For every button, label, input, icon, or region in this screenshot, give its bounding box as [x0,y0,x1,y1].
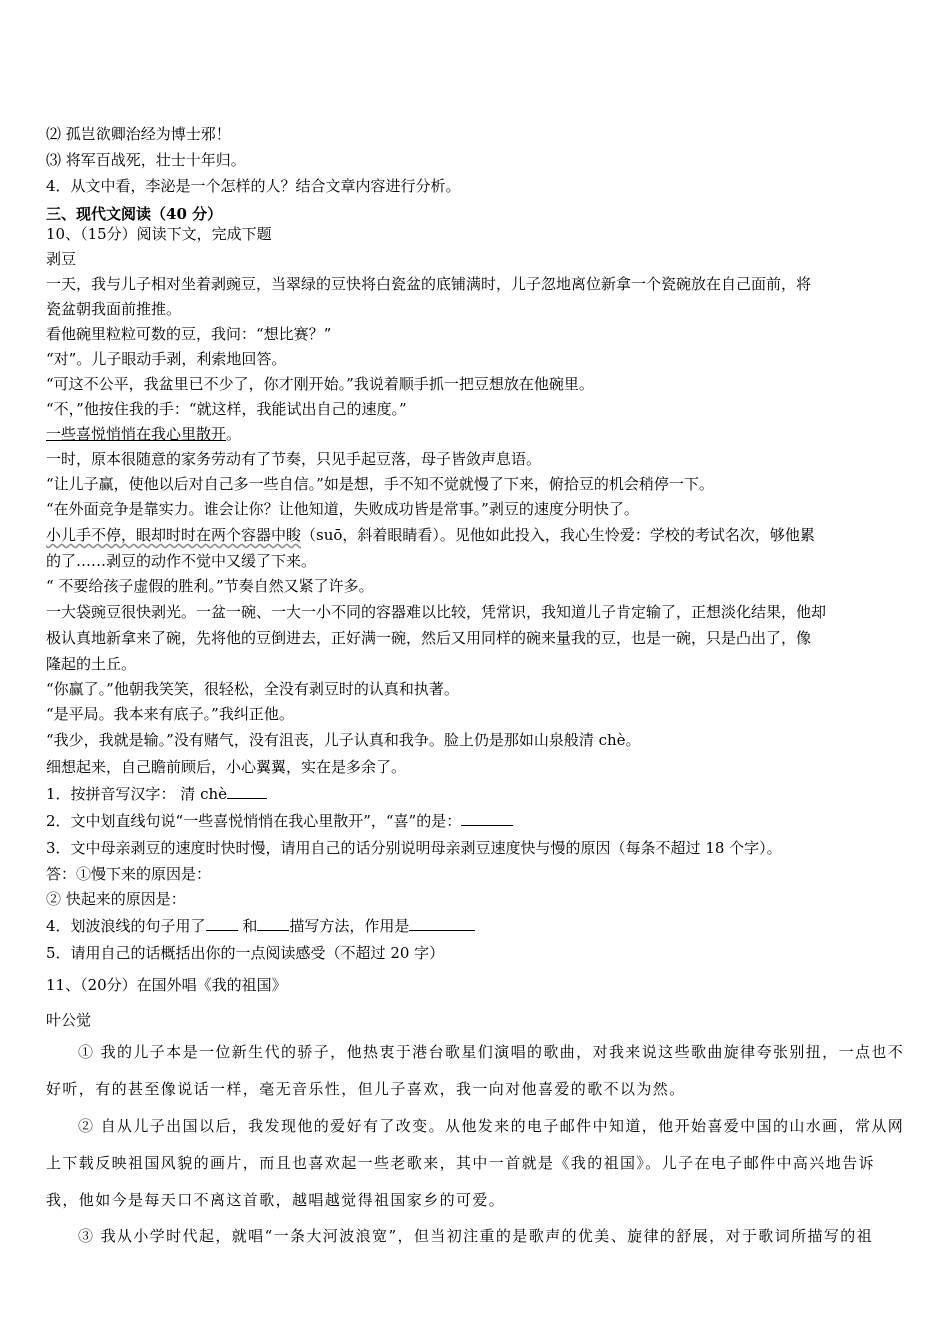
underlined-line: 一些喜悦悄悄在我心里散开。 [46,425,242,443]
body-line: 极认真地新拿来了碗，先将他的豆倒进去，正好满一碗，然后又用同样的碗来量我的豆，也是一碗，只是凸出了，像 [46,629,812,647]
answer-blank[interactable] [257,916,289,931]
answer-blank[interactable] [227,784,267,799]
answer-2: ② 快起来的原因是： [46,890,186,908]
body-line: “是平局。我本来有底子。”我纠正他。 [46,705,294,723]
question-3: 3．文中母亲剥豆的速度时快时慢，请用自己的话分别说明母亲剥豆速度快与慢的原因（每条不超过 18 个字）。 [46,839,782,857]
q11-paragraph-2: ② 自从儿子出国以后，我发现他的爱好有了改变。从他发来的电子邮件中知道，他开始喜爱中国的山水画，常从网上下载反映祖国风貌的画片，而且也喜欢起一些老歌来，其中一首就是《我的祖国》。儿子在电子邮件中高兴地告诉我，他如今是每天口不离这首歌，越唱越觉得祖国家乡的可爱。 [46,1117,905,1209]
body-line: 隆起的土丘。 [46,655,137,673]
q10-title: 剥豆 [46,250,77,268]
underlined-sentence: 一些喜悦悄悄在我心里散开 [46,425,227,443]
question-4: 4．划波浪线的句子用了 和 描写方法，作用是 [46,916,475,936]
question-5: 5．请用自己的话概括出你的一点阅读感受（不超过 20 字） [46,944,445,962]
body-line: 一天，我与儿子相对坐着剥豌豆，当翠绿的豆快将白瓷盆的底铺满时，儿子忽地离位新拿一个瓷碗放在自己面前，将 [46,275,812,293]
body-line: “对”。儿子眼动手剥，利索地回答。 [46,350,287,368]
body-line: “我少，我就是输。”没有赌气，没有沮丧，儿子认真和我争。脸上仍是那如山泉般清 chè。 [46,731,641,749]
section-heading: 三、现代文阅读（40 分） [46,205,223,223]
wavy-sentence: 小儿手不停，眼却时时在两个容器中睃 [46,526,302,544]
body-line: 细想起来，自己瞻前顾后，小心翼翼，实在是多余了。 [46,758,407,776]
body-line: 一时，原本很随意的家务劳动有了节奏，只见手起豆落，母子皆敛声息语。 [46,450,542,468]
q11-paragraph-1: ① 我的儿子本是一位新生代的骄子，他热衷于港台歌星们演唱的歌曲，对我来说这些歌曲旋律夸张别扭，一点也不好听，有的甚至像说话一样，毫无音乐性，但儿子喜欢，我一向对他喜爱的歌不以为然。 [46,1043,905,1098]
answer-blank[interactable] [409,916,475,931]
question-2: 2．文中划直线句说“一些喜悦悄悄在我心里散开”，“喜”的是： [46,811,513,831]
q11-paragraph-3: ③ 我从小学时代起，就唱“一条大河波浪宽”，但当初注重的是歌声的优美、旋律的舒展，对于歌词所描写的祖 [78,1227,874,1245]
wavy-line: 小儿手不停，眼却时时在两个容器中睃（suō，斜着眼睛看）。见他如此投入，我心生怜爱：学校的考试名次，够他累 [46,526,815,544]
body-line: 看他碗里粒粒可数的豆，我问：“想比赛？” [46,325,332,343]
body-line: “不，”他按住我的手：“就这样，我能试出自己的速度。” [46,400,407,418]
question-1: 1．按拼音写汉字： 清 chè [46,784,267,804]
body-line: “可这不公平，我盆里已不少了，你才刚开始。”我说着顺手抓一把豆想放在他碗里。 [46,375,594,393]
prev-item-3: ⑶ 将军百战死，壮士十年归。 [46,151,246,169]
q11-author: 叶公觉 [46,1011,92,1029]
prev-question-4: 4．从文中看，李泌是一个怎样的人？结合文章内容进行分析。 [46,177,461,195]
answer-1: 答：①慢下来的原因是： [46,865,212,883]
answer-blank[interactable] [461,811,513,826]
body-line: “ 不要给孩子虚假的胜利。”节奏自然又紧了许多。 [46,577,374,595]
body-line: “你赢了。”他朝我笑笑，很轻松，全没有剥豆时的认真和执著。 [46,680,459,698]
q11-header: 11、（20分）在国外唱《我的祖国》 [46,976,287,994]
body-line: “在外面竞争是靠实力。谁会让你？让他知道，失败成功皆是常事。”剥豆的速度分明快了。 [46,500,639,518]
q10-header: 10、（15分）阅读下文，完成下题 [46,225,272,243]
answer-blank[interactable] [206,916,238,931]
body-line: 一大袋豌豆很快剥光。一盆一碗、一大一小不同的容器难以比较，凭常识，我知道儿子肯定输了，正想淡化结果，他却 [46,603,827,621]
body-line: 的了……剥豆的动作不觉中又缓了下来。 [46,552,317,570]
body-line: 瓷盆朝我面前推推。 [46,300,182,318]
prev-item-2: ⑵ 孤岂欲卿治经为博士邪！ [46,125,231,143]
body-line: “让儿子赢，使他以后对自己多一些自信。”如是想，手不知不觉就慢了下来，俯拾豆的机会稍停一下。 [46,475,714,493]
